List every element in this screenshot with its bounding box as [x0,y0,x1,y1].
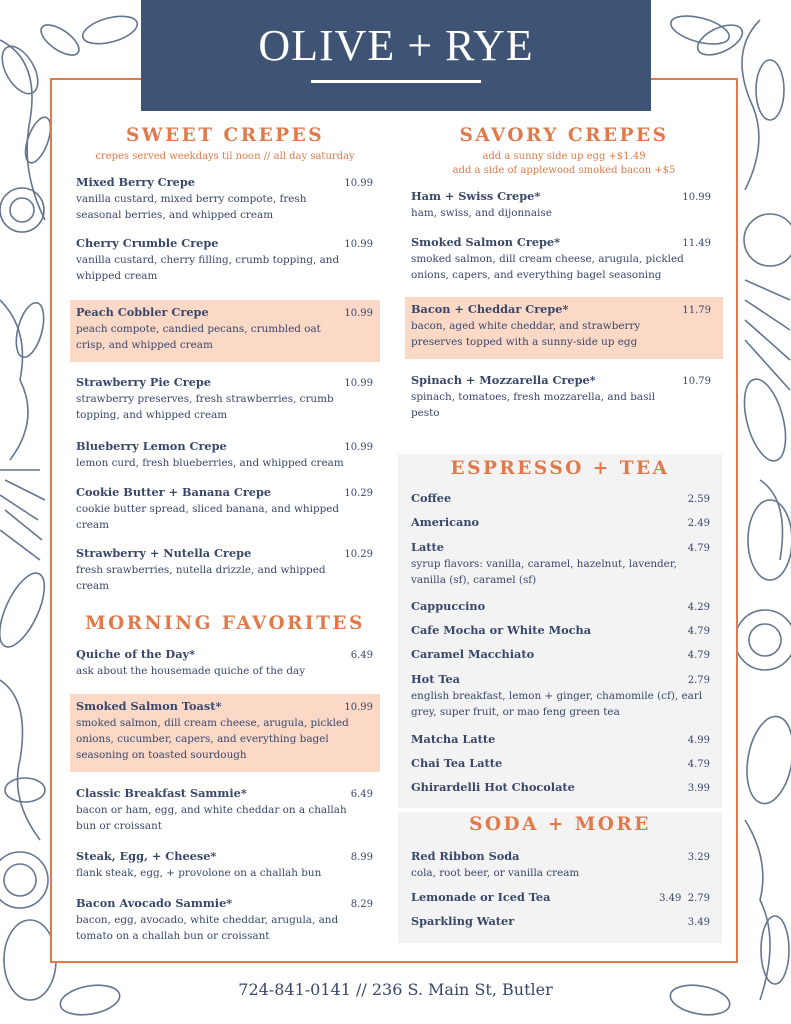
item-price: 4.79 [687,759,710,770]
item-description: bacon, aged white cheddar, and strawberry preserves topped with a sunny-side up egg [411,320,641,348]
menu-item [398,914,722,932]
item-description: strawberry preserves, fresh strawberries, crumb topping, and whipped cream [76,393,334,421]
item-price: 4.79 [687,626,710,637]
item-description: cookie butter spread, sliced banana, and whipped cream [76,503,340,531]
item-name: Strawberry + Nutella Crepe [76,546,252,560]
item-description: smoked salmon, dill cream cheese, arugula, pickled onions, capers, and everything bagel seasoning [411,253,684,281]
item-price: 3.49 [687,917,710,928]
soda-more-title: SODA + MORE [469,814,651,835]
contact-footer: 724-841-0141 // 236 S. Main St, Butler [238,980,553,999]
item-description: bacon, egg, avocado, white cheddar, arugula, and tomato on a challah bun or croissant [76,914,339,942]
menu-item-highlighted [70,300,380,362]
item-name: Spinach + Mozzarella Crepe* [411,373,596,387]
item-description: spinach, tomatoes, fresh mozzarella, and basil pesto [411,391,656,419]
menu-item [70,175,380,225]
item-name: Cherry Crumble Crepe [76,236,219,250]
menu-item [398,647,722,665]
item-name: Cookie Butter + Banana Crepe [76,485,272,499]
menu-item [398,672,722,722]
item-price: 6.49 [350,789,373,800]
menu-item [70,439,380,473]
item-name: Smoked Salmon Crepe* [411,235,561,249]
item-name: Strawberry Pie Crepe [76,375,211,389]
item-name: Hot Tea [411,672,460,686]
menu-item [398,780,722,798]
item-name: Lemonade or Iced Tea [411,890,551,904]
left-column [70,125,380,955]
item-price: 10.99 [344,702,373,713]
item-price: 10.99 [682,192,711,203]
item-description: ham, swiss, and dijonnaise [411,207,552,219]
menu-item [398,849,722,883]
item-name: Mixed Berry Crepe [76,175,195,189]
item-name: Chai Tea Latte [411,756,503,770]
header-banner [141,0,651,111]
title-underline [311,80,481,83]
menu-item-highlighted [405,297,723,359]
item-price: 8.99 [350,852,373,863]
item-name: Ham + Swiss Crepe* [411,189,541,203]
menu-item [70,375,380,425]
item-name: Ghirardelli Hot Chocolate [411,780,575,794]
item-description: lemon curd, fresh blueberries, and whipped cream [76,457,344,469]
menu-item [70,546,380,596]
espresso-tea-panel [398,454,722,808]
savory-crepes-note-egg: add a sunny side up egg +$1.49 [482,151,646,162]
menu-item [398,491,722,509]
item-price: 4.99 [687,735,710,746]
item-price: 6.49 [350,650,373,661]
savory-crepes-note-bacon: add a side of applewood smoked bacon +$5 [452,165,676,176]
item-description: smoked salmon, dill cream cheese, arugula, pickled onions, cucumber, capers, and everything bagel seasoning on toasted sourdough [76,717,349,761]
item-name: Cafe Mocha or White Mocha [411,623,592,637]
item-price: 10.99 [344,308,373,319]
item-price: 2.79 [687,675,710,686]
item-description: vanilla custard, cherry filling, crumb topping, and whipped cream [76,254,340,282]
item-description: fresh srawberries, nutella drizzle, and whipped cream [76,564,326,592]
menu-item [398,515,722,533]
menu-item [405,235,723,285]
menu-item [70,485,380,535]
item-description: ask about the housemade quiche of the day [76,665,306,677]
item-description: peach compote, candied pecans, crumbled oat crisp, and whipped cream [76,323,321,351]
item-price: 3.29 [687,852,710,863]
menu-item [70,236,380,286]
item-name: Bacon + Cheddar Crepe* [411,302,569,316]
item-name: Peach Cobbler Crepe [76,305,209,319]
menu-item [405,373,723,423]
item-price: 10.79 [682,376,711,387]
item-name: Bacon Avocado Sammie* [76,896,233,910]
item-price: 10.99 [344,442,373,453]
item-name: Red Ribbon Soda [411,849,520,863]
sweet-crepes-note: crepes served weekdays til noon // all day saturday [95,151,355,162]
item-name: Coffee [411,491,452,505]
item-description: bacon or ham, egg, and white cheddar on a challah bun or croissant [76,804,347,832]
item-name: Steak, Egg, + Cheese* [76,849,217,863]
menu-item [398,623,722,641]
restaurant-name: OLIVE + RYE [258,21,534,70]
item-price: 11.79 [682,305,711,316]
menu-item-highlighted [70,694,380,772]
item-description: vanilla custard, mixed berry compote, fresh seasonal berries, and whipped cream [76,193,307,221]
menu-item [70,786,380,836]
item-description: syrup flavors: vanilla, caramel, hazelnut, lavender, vanilla (sf), caramel (sf) [411,558,677,586]
item-name: Americano [411,515,480,529]
item-name: Classic Breakfast Sammie* [76,786,247,800]
item-name: Latte [411,540,444,554]
item-name: Matcha Latte [411,732,496,746]
item-description: flank steak, egg, + provolone on a challah bun [76,867,322,879]
item-price: 3.99 [687,783,710,794]
item-price: 11.49 [682,238,711,249]
item-name: Smoked Salmon Toast* [76,699,222,713]
item-description: cola, root beer, or vanilla cream [411,867,580,879]
item-price: 2.49 [687,518,710,529]
morning-favorites-title: MORNING FAVORITES [85,613,365,634]
menu-item [398,599,722,617]
menu-item [398,540,722,590]
item-price: 10.99 [344,378,373,389]
item-price: 8.29 [350,899,373,910]
item-price: 2.59 [687,494,710,505]
item-price: 4.79 [687,650,710,661]
item-price: 4.79 [687,543,710,554]
item-name: Cappuccino [411,599,486,613]
item-price: 4.29 [687,602,710,613]
menu-item [405,189,723,223]
soda-more-panel [398,812,722,943]
menu-item [70,896,380,946]
menu-item [70,849,380,883]
item-name: Blueberry Lemon Crepe [76,439,227,453]
sweet-crepes-title: SWEET CREPES [125,125,325,146]
savory-crepes-title: SAVORY CREPES [459,125,669,146]
espresso-tea-title: ESPRESSO + TEA [450,458,670,479]
item-price: 10.29 [344,549,373,560]
item-price: 3.49 2.79 [659,893,710,904]
menu-item [398,732,722,750]
item-name: Sparkling Water [411,914,515,928]
item-description: english breakfast, lemon + ginger, chamomile (cf), earl grey, super fruit, or mao feng green tea [411,690,703,718]
item-name: Quiche of the Day* [76,647,196,661]
item-price: 10.29 [344,488,373,499]
item-price: 10.99 [344,239,373,250]
item-name: Caramel Macchiato [411,647,535,661]
item-price: 10.99 [344,178,373,189]
menu-item [398,756,722,774]
menu-item [70,647,380,681]
menu-item [398,890,722,908]
